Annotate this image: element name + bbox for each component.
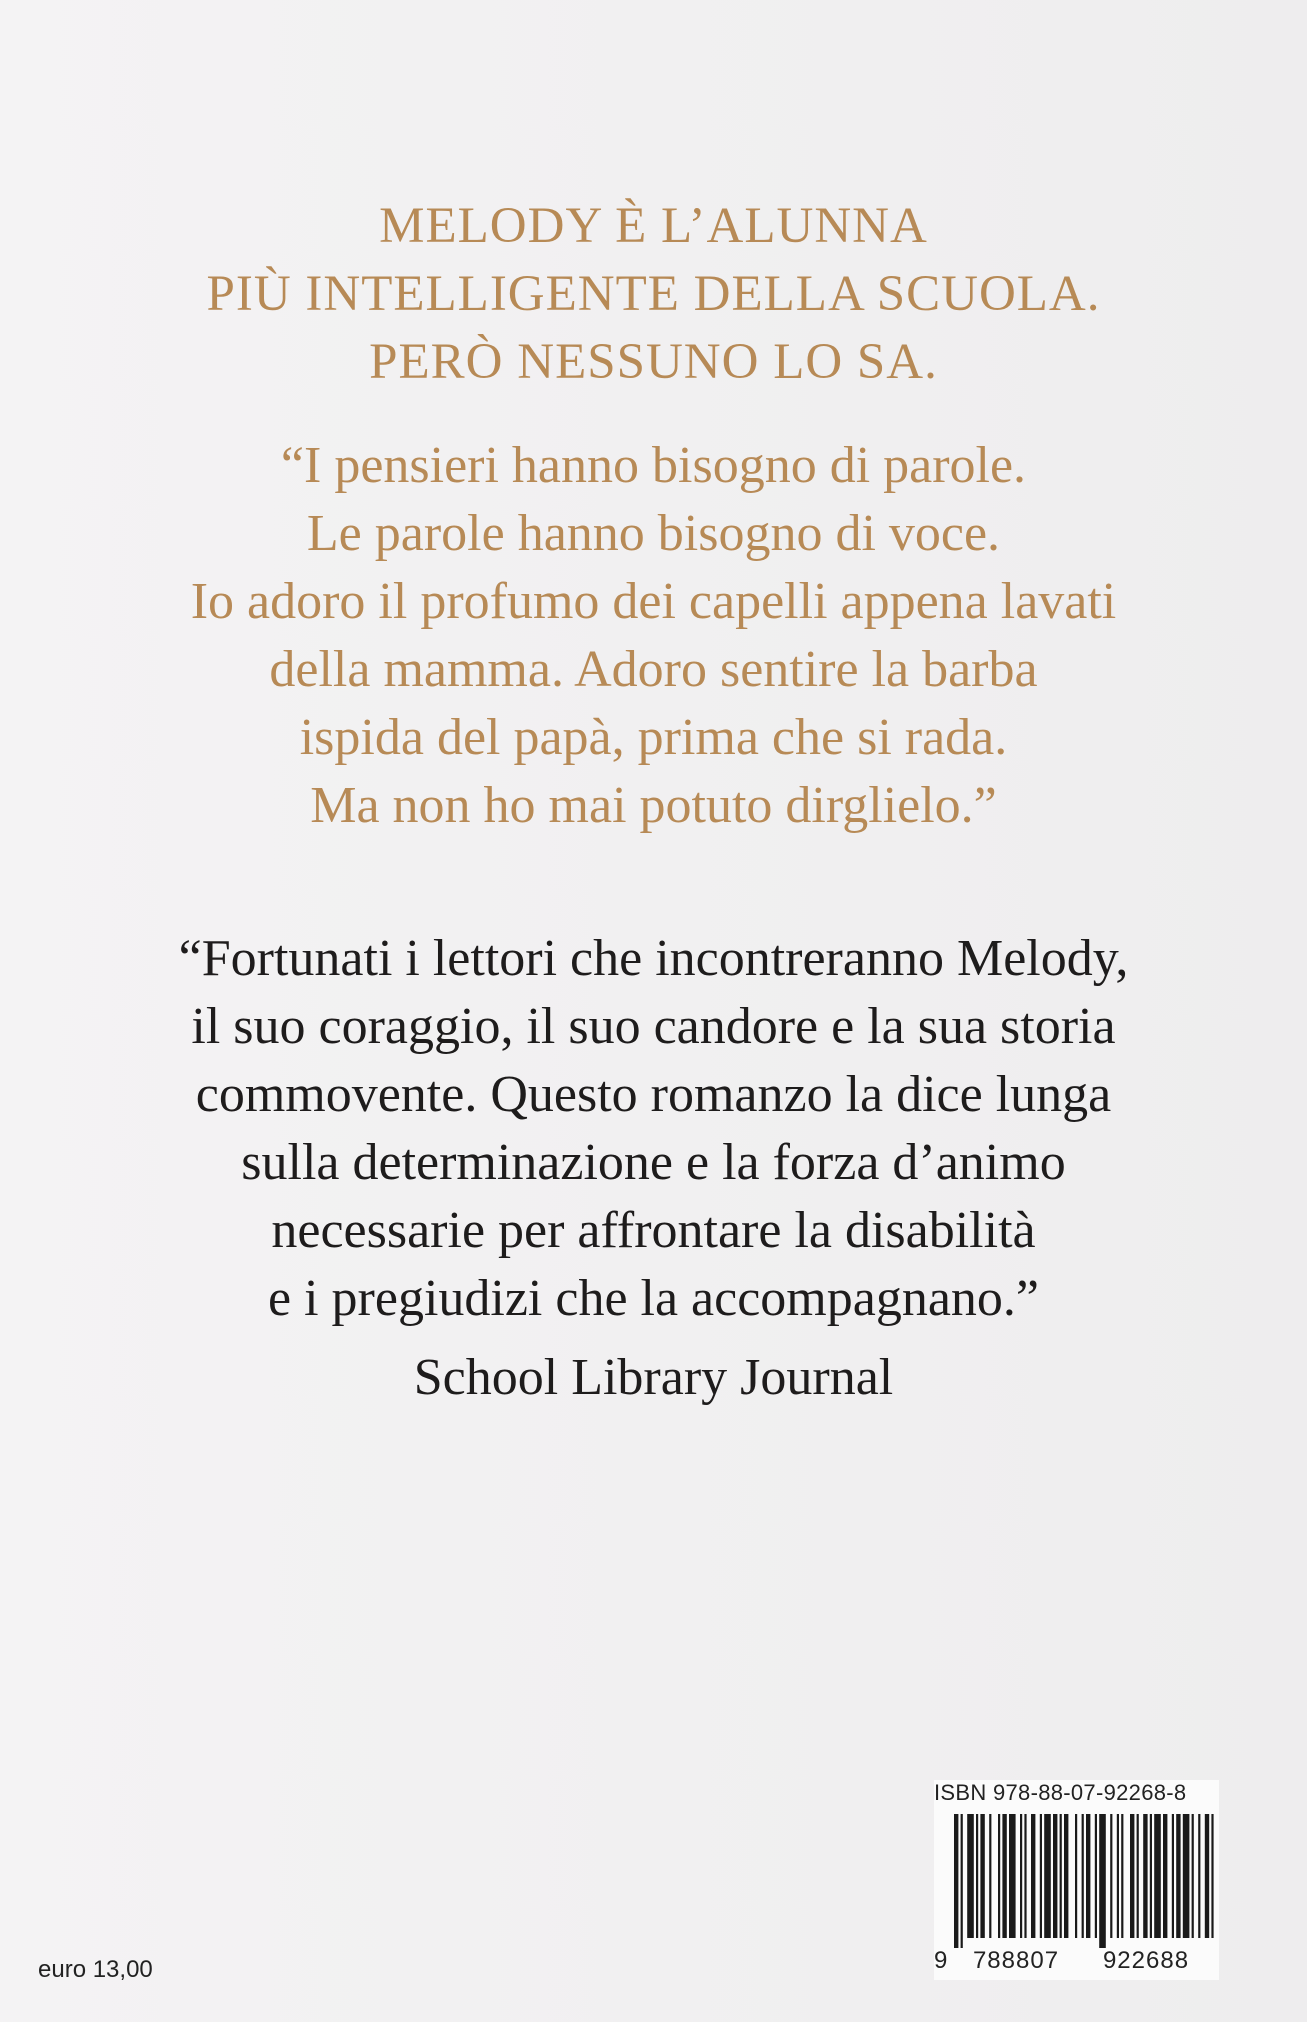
barcode-bar [1211,1814,1213,1938]
barcode-bar [998,1814,1000,1938]
review-line: e i pregiudizi che la accompagnano.” [268,1270,1039,1327]
barcode-bar [1163,1814,1167,1938]
headline-line: PERÒ NESSUNO LO SA. [369,334,938,390]
barcode-bar [1086,1814,1090,1938]
barcode-bar [954,1814,958,1948]
barcode-digit-first: 9 [934,1947,948,1974]
review-quote [0,925,1307,1333]
barcode-bar [1110,1814,1112,1938]
barcode-bar [989,1814,991,1938]
quote-line: della mamma. Adoro sentire la barba [269,641,1038,698]
barcode-bar [1064,1814,1068,1938]
isbn-barcode [934,1780,1219,1980]
headline-line: MELODY È L’ALUNNA [379,198,928,254]
barcode-bar [1117,1814,1119,1938]
barcode-bar [1137,1814,1139,1938]
barcode-bar [1095,1814,1097,1938]
barcode-bar [961,1814,963,1948]
barcode-bar [1044,1814,1051,1938]
barcode-bar [976,1814,978,1938]
barcode-bar [1075,1814,1077,1938]
barcode-bar [1060,1814,1062,1938]
barcode-bar [1205,1814,1209,1938]
barcode-bar [1020,1814,1022,1938]
barcode-bar [1082,1814,1084,1938]
barcode-bar [1192,1814,1194,1938]
review-line: commovente. Questo romanzo la dice lunga [195,1066,1112,1123]
barcode-bar [1198,1814,1200,1938]
headline-line: PIÙ INTELLIGENTE DELLA SCUOLA. [206,266,1101,322]
barcode-bar [1053,1814,1057,1938]
book-quote [0,432,1307,840]
price-label: euro 13,00 [38,1956,153,1983]
barcode-bar [1176,1814,1180,1938]
barcode-bar [1143,1814,1147,1938]
review-line: sulla determinazione e la forza d’animo [241,1134,1066,1191]
headline [0,192,1307,396]
barcode-bar [1172,1814,1174,1938]
barcode-bar [1024,1814,1026,1938]
quote-line: ispida del papà, prima che si rada. [299,709,1008,766]
isbn-label: ISBN 978-88-07-92268-8 [934,1780,1187,1805]
barcode-icon [934,1814,1219,1948]
quote-line: Io adoro il profumo dei capelli appena lavati [190,573,1117,630]
barcode-bar [1009,1814,1016,1938]
barcode-digits-group2: 922688 [1102,1947,1190,1974]
barcode-bar [1040,1814,1042,1938]
review-line: necessarie per affrontare la disabilità [271,1202,1036,1259]
barcode-bar [1130,1814,1134,1938]
barcode-bar [980,1814,984,1938]
barcode-bar [1183,1814,1190,1938]
barcode-bar [967,1814,974,1938]
barcode-digits-group1: 788807 [972,1947,1060,1974]
review-source: School Library Journal [413,1349,894,1406]
barcode-bar [1031,1814,1035,1938]
quote-line: Ma non ho mai potuto dirglielo.” [310,777,997,834]
quote-line: “I pensieri hanno bisogno di parole. [280,437,1027,494]
barcode-bar [1150,1814,1152,1938]
review-line: “Fortunati i lettori che incontreranno Melody, [178,930,1129,987]
barcode-bar [1154,1814,1161,1938]
review-line: il suo coraggio, il suo candore e la sua storia [191,998,1116,1055]
barcode-bar [1002,1814,1006,1938]
barcode-bar [1099,1814,1106,1948]
quote-line: Le parole hanno bisogno di voce. [306,505,1001,562]
barcode-bar [1121,1814,1123,1938]
